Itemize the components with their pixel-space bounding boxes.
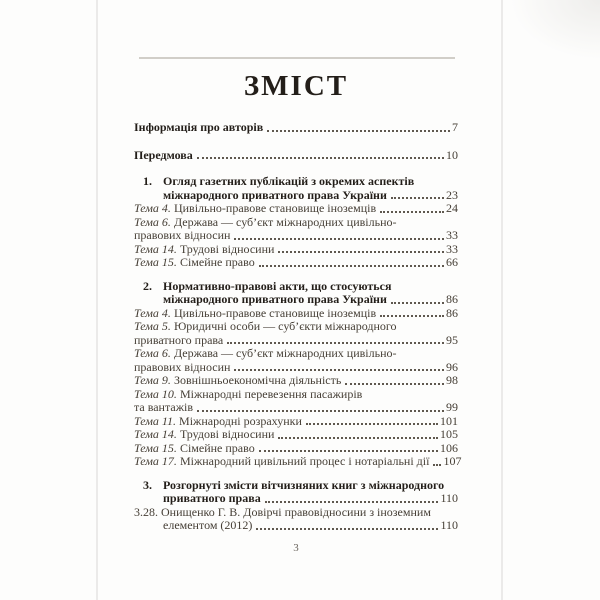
page-scan-edge-left (96, 0, 98, 600)
toc-front-entry (134, 121, 458, 135)
entry-text: Тема 6. Держава — суб’єкт міжнародних цивільно- (134, 346, 397, 360)
toc-item (134, 334, 458, 348)
entry-page-number: 66 (446, 255, 458, 269)
toc-item (134, 243, 458, 257)
leader-dots (380, 315, 444, 317)
entry-text: 3.28. Онищенко Г. В. Довірчі правовідносини з іноземним (134, 504, 431, 519)
section-number: 1. (143, 174, 152, 188)
entry-text: Тема 17. Міжнародний цивільний процес і нотаріальні дії (134, 454, 430, 468)
toc-item (134, 256, 458, 270)
entry-page-number: 106 (440, 440, 458, 455)
entry-text: Тема 15. Сімейне право (134, 255, 255, 269)
toc-item (134, 320, 458, 334)
entry-page-number: 10 (446, 147, 458, 162)
entry-label: Тема 9. (134, 373, 174, 387)
entry-page-number: 105 (440, 427, 458, 441)
entry-text: Тема 11. Міжнародні розрахунки (134, 413, 302, 428)
entry-text: Тема 6. Держава — суб’єкт міжнародних цивільно- (134, 214, 397, 229)
entry-text: міжнародного приватного права України (163, 292, 387, 306)
leader-dots (197, 410, 444, 412)
toc-item (134, 415, 458, 429)
entry-label: Тема 10. (134, 386, 180, 401)
entry-text: міжнародного приватного права України (163, 187, 387, 202)
entry-text: Передмова (134, 147, 193, 162)
entry-label: Тема 17. (134, 454, 180, 468)
entry-label: Тема 5. (134, 319, 174, 333)
leader-dots (259, 265, 444, 267)
leader-dots (227, 342, 444, 344)
entry-text: Тема 14. Трудові відносини (134, 427, 275, 441)
leader-dots (234, 238, 444, 240)
entry-page-number: 99 (446, 400, 458, 414)
toc-item (134, 401, 458, 415)
entry-text: Тема 15. Сімейне право (134, 440, 255, 455)
toc-section-title (134, 293, 458, 307)
leader-dots (391, 302, 444, 304)
toc-item (134, 442, 458, 456)
entry-page-number: 24 (446, 201, 458, 215)
scan-corner-shade (510, 0, 600, 60)
entry-text: 1. Огляд газетних публікацій з окремих аспектів (143, 174, 415, 188)
leader-dots (278, 251, 444, 253)
entry-page-number: 98 (446, 373, 458, 387)
toc-item (134, 229, 458, 243)
entry-label: Тема 14. (134, 427, 180, 441)
entry-text: Інформація про авторів (134, 120, 264, 134)
entry-label: Тема 4. (134, 305, 174, 320)
section-number: 3. (143, 477, 152, 492)
toc-item (134, 216, 458, 230)
toc-item (134, 454, 462, 469)
toc-section-title (134, 492, 458, 506)
entry-label: Тема 15. (134, 255, 180, 269)
entry-label: Тема 6. (134, 214, 174, 229)
toc-item (134, 374, 458, 388)
entry-page-number: 7 (452, 120, 458, 134)
page-scan-edge-right (501, 0, 503, 600)
entry-label: Тема 15. (134, 440, 180, 455)
leader-dots (256, 528, 438, 530)
leader-dots (234, 369, 444, 371)
entry-label: Тема 14. (134, 241, 180, 256)
toc-item (134, 506, 458, 520)
entry-label: Тема 6. (134, 346, 174, 360)
entry-text: Тема 4. Цивільно-правове становище іноземців (134, 305, 377, 320)
leader-dots (380, 211, 444, 213)
leader-dots (391, 197, 444, 199)
table-of-contents (134, 120, 462, 533)
entry-text: Тема 9. Зовнішньоекономічна діяльність (134, 373, 342, 387)
toc-item (134, 361, 458, 375)
entry-page-number: 107 (443, 454, 462, 468)
leader-dots (197, 157, 444, 159)
entry-page-number: 86 (446, 292, 458, 306)
book-page (134, 57, 462, 554)
entry-text: та вантажів (134, 400, 193, 414)
entry-page-number: 110 (440, 518, 458, 532)
entry-page-number: 33 (446, 241, 458, 256)
entry-text: приватного права (163, 491, 261, 505)
toc-item (134, 519, 458, 533)
entry-text: 3. Розгорнуті змісти вітчизняних книг з міжнародного (143, 477, 445, 492)
page-number: 3 (293, 541, 299, 554)
entry-text: Тема 5. Юридичні особи — суб’єкти міжнародного (134, 319, 397, 333)
toc-item (134, 347, 458, 361)
toc-front-entry (134, 149, 458, 163)
leader-dots (306, 423, 438, 425)
entry-text: Тема 10. Міжнародні перевезення пасажирів (134, 386, 363, 401)
entry-page-number: 101 (440, 413, 458, 428)
entry-text: приватного права (134, 332, 224, 347)
page-title: ЗМІСТ (243, 70, 349, 102)
entry-page-number: 23 (446, 187, 458, 202)
entry-label: Тема 11. (134, 413, 180, 428)
entry-label: Тема 4. (134, 201, 174, 215)
entry-page-number: 95 (446, 332, 458, 347)
leader-dots (433, 464, 441, 466)
toc-item (134, 307, 458, 321)
leader-dots (265, 501, 439, 503)
entry-label: 3.28. (134, 504, 161, 519)
leader-dots (278, 437, 438, 439)
entry-text: Тема 14. Трудові відносини (134, 241, 275, 256)
toc-section-title (134, 280, 458, 294)
entry-text: правових відносин (134, 359, 231, 374)
entry-page-number: 110 (440, 491, 458, 505)
entry-text: елементом (2012) (163, 518, 253, 532)
toc-item (134, 428, 458, 442)
leader-dots (259, 450, 438, 452)
entry-page-number: 96 (446, 359, 458, 374)
toc-section-title (134, 175, 458, 189)
toc-section-title (134, 189, 458, 203)
section-number: 2. (143, 278, 152, 293)
toc-section-title (134, 479, 458, 493)
toc-item (134, 388, 458, 402)
entry-text: Тема 4. Цивільно-правове становище іноземців (134, 201, 377, 215)
leader-dots (345, 383, 444, 385)
leader-dots (267, 130, 450, 132)
entry-text: правових відносин (134, 228, 231, 242)
header-rule (139, 57, 455, 59)
toc-item (134, 202, 458, 216)
entry-page-number: 86 (446, 305, 458, 320)
entry-text: 2. Нормативно-правові акти, що стосуються (143, 278, 392, 293)
entry-page-number: 33 (446, 228, 458, 242)
